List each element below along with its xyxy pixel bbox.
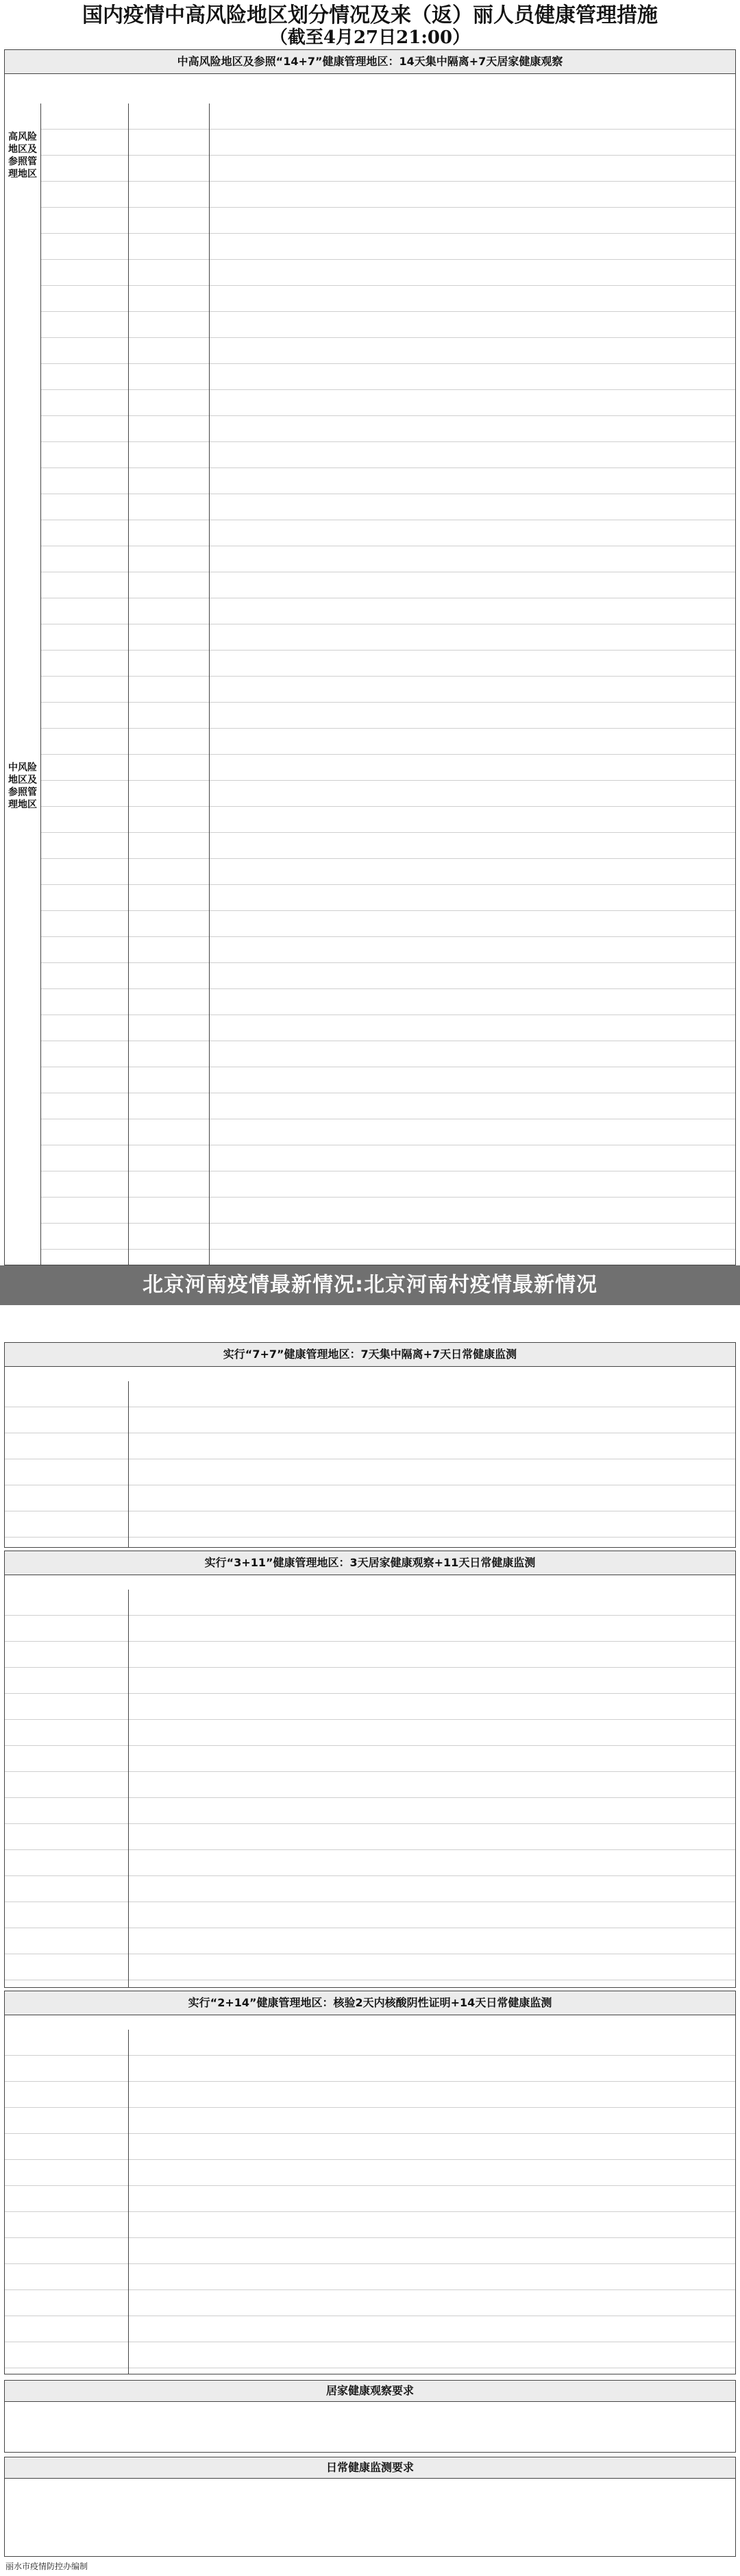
section-7-7 <box>4 1342 736 1548</box>
footer-credit: 丽水市疫情防控办编制 <box>5 2562 88 2571</box>
risk-level-column <box>5 104 41 1265</box>
section-2-14 <box>4 1991 736 2374</box>
province-column <box>40 104 129 1265</box>
section-table <box>5 2030 735 2374</box>
section-heading: 中高风险地区及参照“14+7”健康管理地区：14天集中隔离+7天居家健康观察 <box>177 55 563 68</box>
title-block <box>4 0 736 48</box>
section-heading: 实行“7+7”健康管理地区：7天集中隔离+7天日常健康监测 <box>223 1348 517 1361</box>
page-subtitle: （截至4月27日21:00） <box>269 27 471 48</box>
province-column <box>5 1590 129 1987</box>
requirements-body <box>5 2402 735 2450</box>
home-observation-requirements <box>4 2380 736 2453</box>
section-header <box>5 1991 735 2015</box>
section-header <box>5 1343 735 1367</box>
section-3-11 <box>4 1551 736 1988</box>
daily-monitoring-requirements <box>4 2457 736 2557</box>
high-risk-label: 高风险地区及参照管理地区 <box>8 132 37 180</box>
section-table <box>5 1381 735 1547</box>
section-table <box>5 1590 735 1987</box>
province-column <box>5 2030 129 2374</box>
section-heading: 实行“3+11”健康管理地区：3天居家健康观察+11天日常健康监测 <box>204 1556 536 1569</box>
section-high-mid-risk <box>4 49 736 1265</box>
province-column <box>5 1381 129 1547</box>
section-table <box>5 104 735 1265</box>
mid-risk-label: 中风险地区及参照管理地区 <box>8 762 37 810</box>
section-header <box>5 50 735 74</box>
city-column <box>128 104 210 1265</box>
page-title: 国内疫情中高风险地区划分情况及来（返）丽人员健康管理措施 <box>82 3 658 27</box>
requirements-heading: 居家健康观察要求 <box>5 2381 735 2402</box>
requirements-body <box>5 2479 735 2554</box>
section-header <box>5 1551 735 1575</box>
requirements-heading: 日常健康监测要求 <box>5 2457 735 2479</box>
section-heading: 实行“2+14”健康管理地区：核验2天内核酸阴性证明+14天日常健康监测 <box>188 1996 552 2009</box>
overlay-banner: 北京河南疫情最新情况:北京河南村疫情最新情况 <box>0 1265 740 1305</box>
